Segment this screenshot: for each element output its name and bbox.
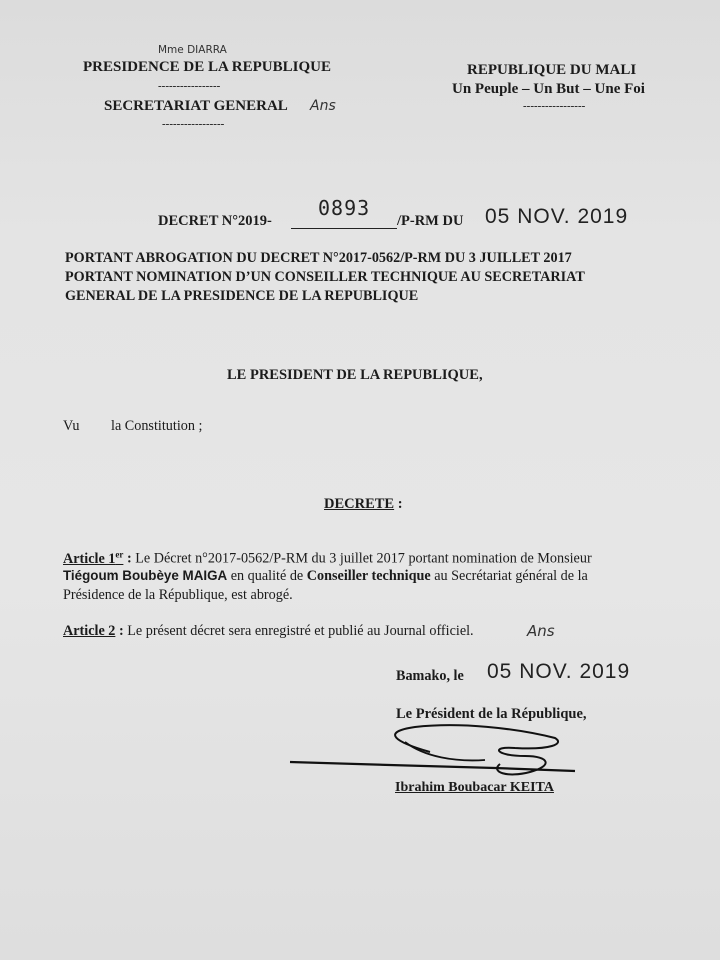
- decrete-word: DECRETE: [324, 496, 395, 512]
- decrete-heading: [324, 496, 403, 513]
- article-2: [63, 623, 474, 640]
- vu-constitution: la Constitution ;: [111, 418, 203, 434]
- decrete-colon: :: [394, 496, 403, 512]
- subject-line-2: PORTANT NOMINATION D’UN CONSEILLER TECHNIQUE AU SECRETARIAT: [65, 269, 585, 285]
- header-left-separator-2: -----------------: [162, 118, 225, 130]
- initials-mark: Ans: [310, 98, 336, 114]
- republique-du-mali: REPUBLIQUE DU MALI: [467, 62, 637, 78]
- article-1-line-3: Présidence de la République, est abrogé.: [63, 587, 293, 603]
- article-1-colon: :: [123, 550, 132, 567]
- secretariat-general: SECRETARIAT GENERAL: [104, 98, 288, 114]
- signatory-title: Le Président de la République,: [396, 706, 587, 722]
- article-2-initials: Ans: [527, 622, 555, 640]
- presidence-title: PRESIDENCE DE LA REPUBLIQUE: [83, 59, 331, 75]
- decree-prefix: DECRET N°2019-: [158, 213, 272, 229]
- header-right-separator: -----------------: [523, 100, 586, 112]
- article-1-label: [63, 551, 123, 567]
- decree-date-stamp: 05 NOV. 2019: [485, 205, 629, 228]
- article-2-label: Article 2: [63, 623, 116, 639]
- article-1-text-3: au Secrétariat général de la: [430, 568, 588, 584]
- signatory-name: Ibrahim Boubacar KEITA: [395, 780, 554, 795]
- national-motto: Un Peuple – Un But – Une Foi: [452, 81, 645, 97]
- decree-number-line: [291, 228, 397, 229]
- vu-label: Vu: [63, 418, 80, 434]
- article-2-text: Le présent décret sera enregistré et publié au Journal officiel.: [123, 623, 474, 639]
- article-1-sup: er: [115, 549, 124, 559]
- article-1-label-text: Article 1: [63, 550, 116, 567]
- handwritten-note: Mme DIARRA: [158, 44, 227, 56]
- decree-number-stamp: 0893: [318, 196, 371, 220]
- article-1-text-2: en qualité de: [227, 568, 307, 584]
- authority-heading: LE PRESIDENT DE LA REPUBLIQUE,: [227, 367, 483, 383]
- place-label: Bamako, le: [396, 668, 464, 684]
- decree-suffix: /P-RM DU: [397, 213, 464, 229]
- article-1-line-1: [63, 549, 592, 568]
- subject-line-3: GENERAL DE LA PRESIDENCE DE LA REPUBLIQUE: [65, 288, 419, 304]
- subject-line-1: PORTANT ABROGATION DU DECRET N°2017-0562/P-RM DU 3 JUILLET 2017: [65, 250, 572, 266]
- article-1-line-2: [63, 568, 588, 585]
- header-left-separator: -----------------: [158, 80, 221, 92]
- appointee-name: Tiégoum Boubèye MAIGA: [63, 568, 228, 583]
- place-date-stamp: 05 NOV. 2019: [487, 660, 631, 683]
- article-1-text-1: Le Décret n°2017-0562/P-RM du 3 juillet 2017 portant nomination de Monsieur: [131, 550, 592, 567]
- appointee-role: Conseiller technique: [306, 568, 431, 584]
- article-2-colon: :: [115, 623, 124, 639]
